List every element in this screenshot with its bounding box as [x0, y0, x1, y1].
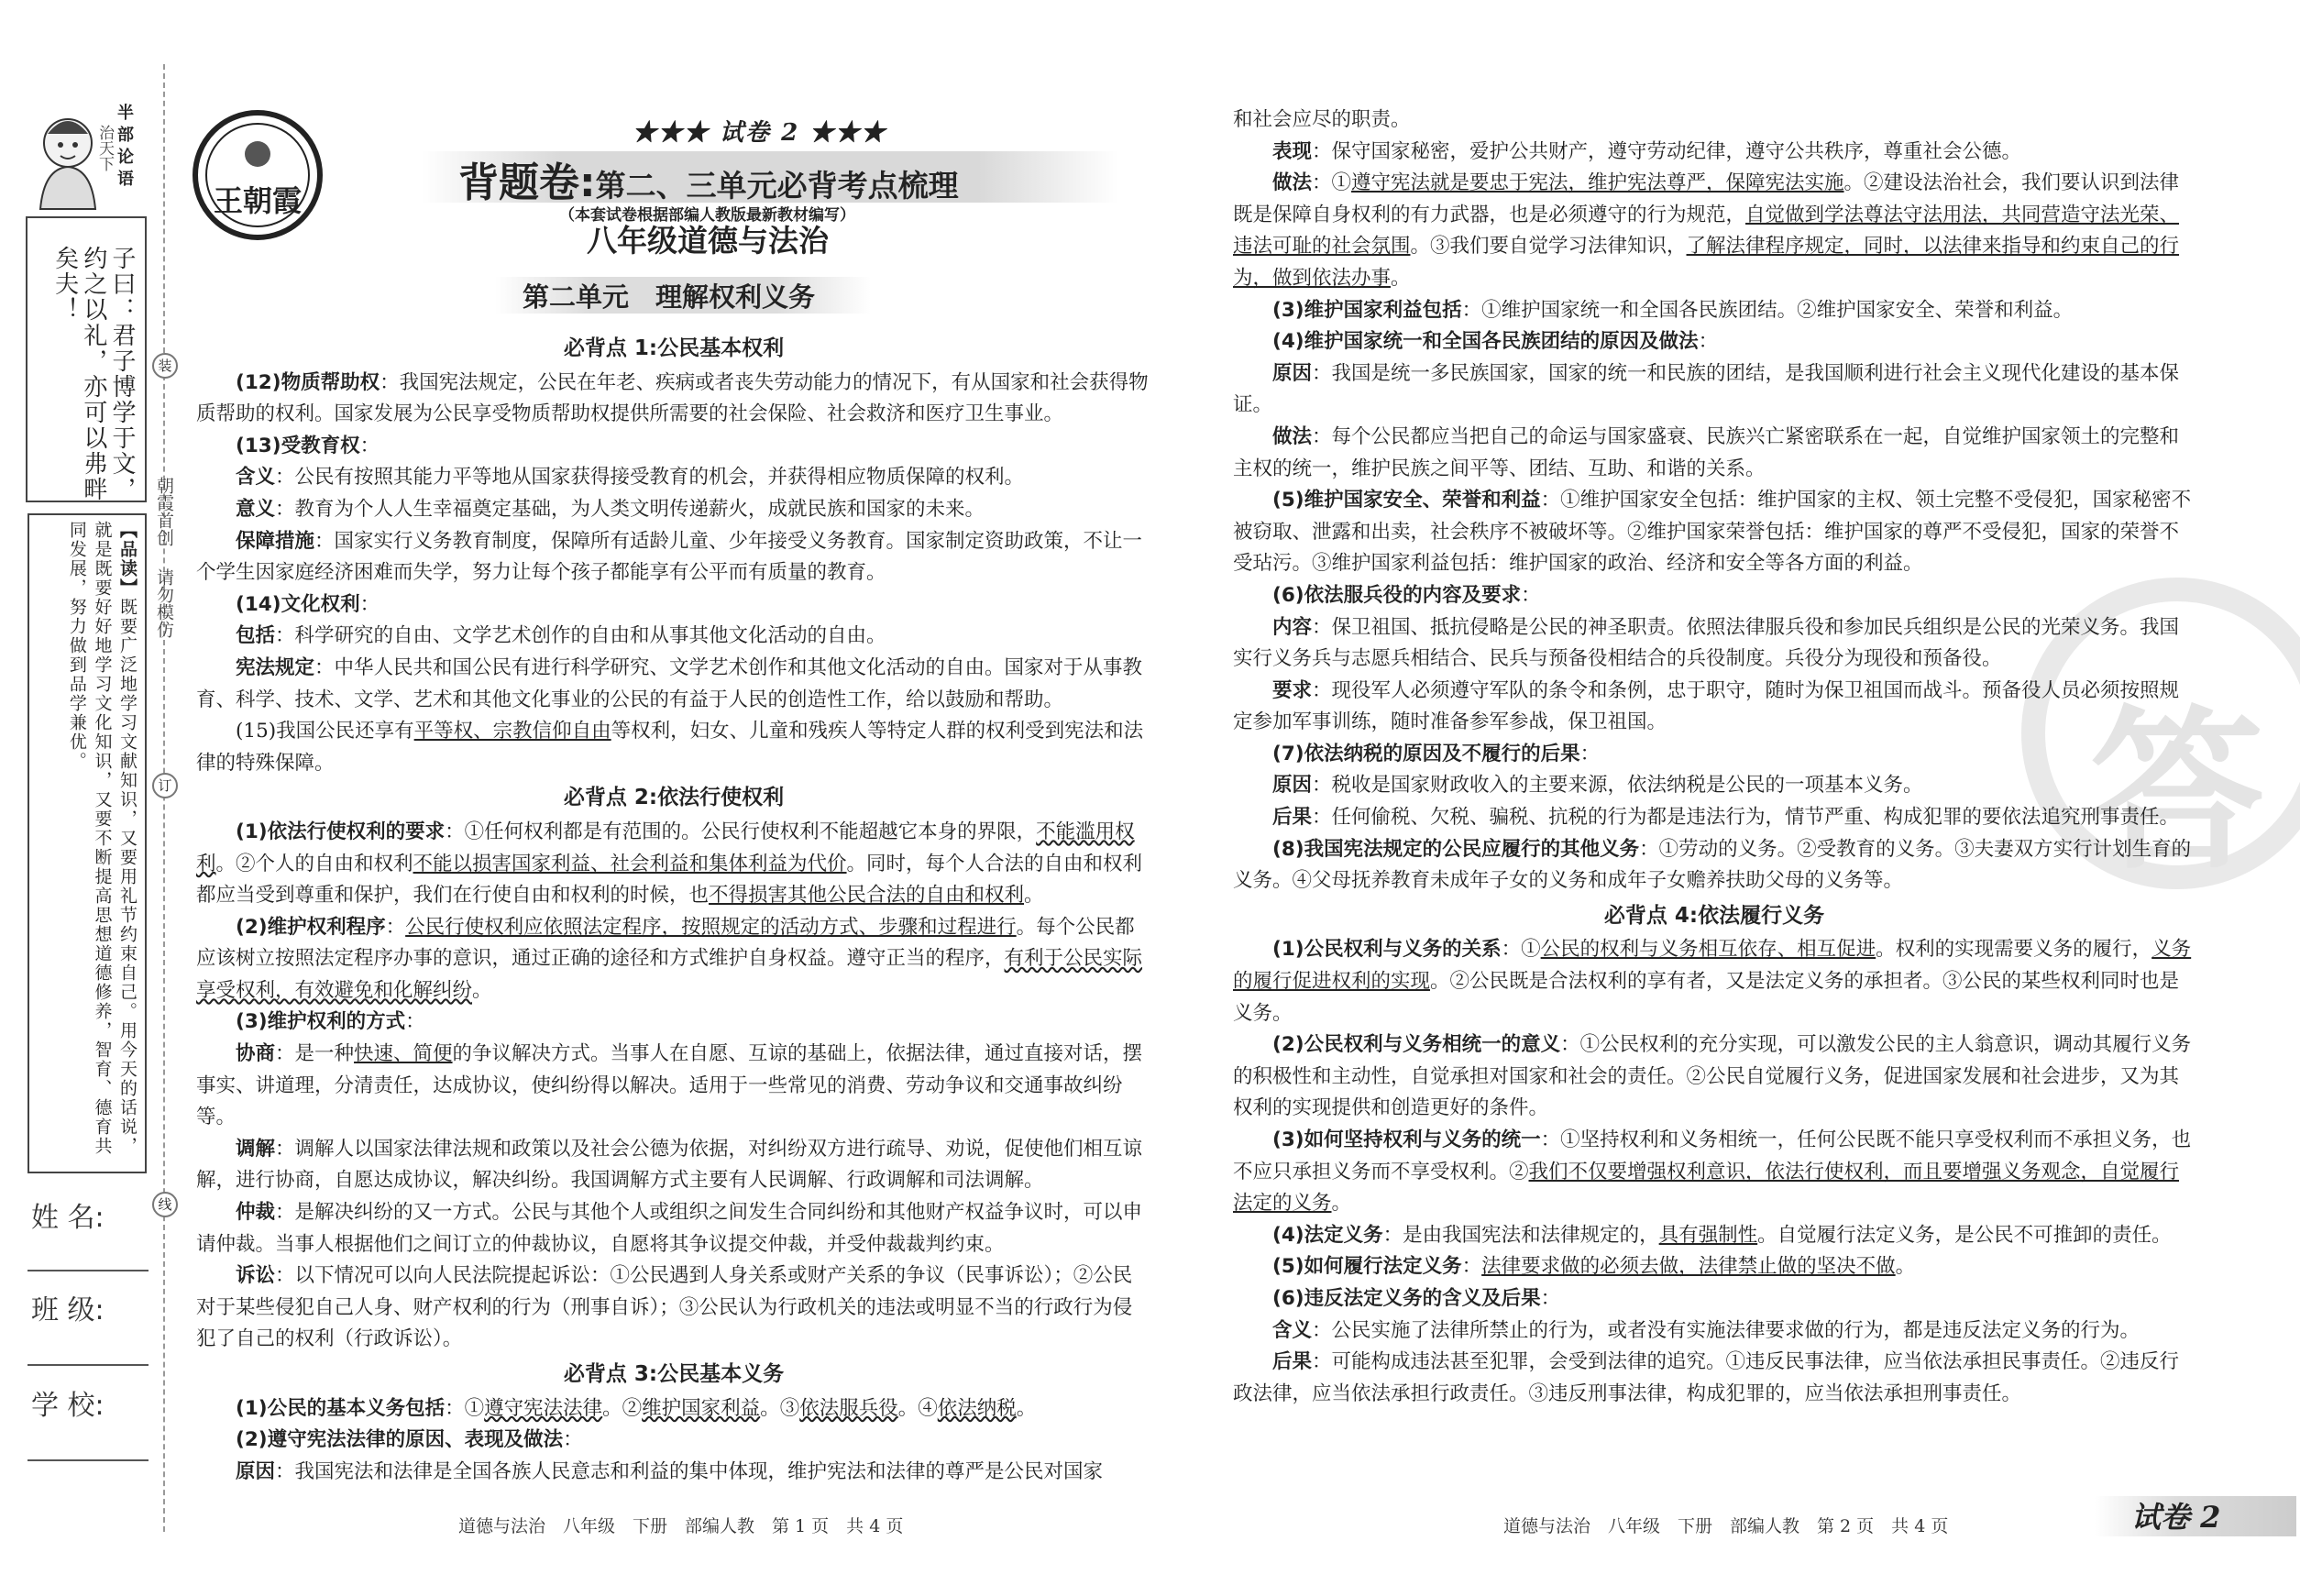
footer-page-1: 道德与法治 八年级 下册 部编人教 第 1 页 共 4 页 — [458, 1516, 904, 1536]
motto-sub: 治天下 — [95, 125, 114, 171]
p13a: 含义：公民有按照其能力平等地从国家获得接受教育的机会，并获得相应物质保障的权利。 — [236, 466, 1025, 490]
seal-char-2: 订 — [152, 773, 178, 798]
school-field-label: 学 校: — [31, 1390, 105, 1422]
pindu-text: 【品读】既要广泛地学习文献知识，又要用礼节约束自己。用今天的话说，就是既要好好地学习文化知识，又要不断提高思想道德修养，智育、德育共同发展，努力做到品学兼优。 — [66, 521, 138, 1156]
d4: (4)法定义务：是由我国宪法和法律规定的，具有强制性。自觉履行法定义务，是公民不可推卸的责任。 — [1272, 1223, 2172, 1247]
note-original: 朝霞首创 — [154, 477, 174, 546]
p14a: 包括：科学研究的自由、文学艺术创作的自由和从事其他文化活动的自由。 — [236, 624, 886, 648]
title-sub: 第二、三单元必背考点梳理 — [595, 168, 959, 204]
class-field-label: 班 级: — [31, 1294, 105, 1326]
c6b: 要求：现役军人必须遵守军队的条令和条例，忠于职守，随时为保卫祖国而战斗。预备役人员必须按照规定参加军事训练，随时准备参军参战，保卫祖国。 — [1233, 678, 2180, 734]
r2a: 原因：我国宪法和法律是全国各族人民意志和利益的集中体现，维护宪法和法律的尊严是公民对国家 — [236, 1459, 1104, 1483]
p13: (13)受教育权： — [236, 434, 380, 457]
school-field-line[interactable] — [28, 1459, 149, 1461]
p13b: 意义：教育为个人人生幸福奠定基础，为人类文明传递薪火，成就民族和国家的未来。 — [236, 497, 985, 521]
d3: (3)如何坚持权利与义务的统一：①坚持权利和义务相统一，任何公民既不能只享受权利而不承担义务，也不应只承担义务而不享受权利。②我们不仅要增强权利意识，依法行使权利，而且要增强义务观念，自觉履行法定的义务。 — [1233, 1128, 2192, 1216]
point1-heading: 必背点 1:公民基本权利 — [563, 336, 785, 360]
p15: (15)我国公民还享有平等权、宗教信仰自由等权利，妇女、儿童和残疾人等特定人群的权利受到宪法和法律的特殊保障。 — [196, 720, 1144, 775]
x4: 诉讼：以下情况可以向人民法院提起诉讼：①公民遇到人身关系或财产关系的争议（民事诉讼）；②公民对于某些侵犯自己人身、财产权利的行为（刑事自诉）；③公民认为行政机关的违法或明显不当的行政行为侵犯了自己的权利（行政诉讼）。 — [196, 1264, 1133, 1351]
unit-title: 第二单元 理解权利义务 — [523, 281, 816, 313]
motto-small: 半 部 论 语 — [117, 104, 134, 189]
pindu-box — [28, 513, 147, 1173]
point4-heading: 必背点 4:依法履行义务 — [1603, 903, 1825, 928]
footer-page-2: 道德与法治 八年级 下册 部编人教 第 2 页 共 4 页 — [1503, 1516, 1949, 1536]
edition-note: （本套试卷根据部编人教版最新教材编写） — [559, 206, 855, 225]
d6a: 含义：公民实施了法律所禁止的行为，或者没有实施法律要求做的行为，都是违反法定义务的行为。 — [1272, 1318, 2140, 1342]
brand-name: 王朝霞 — [213, 184, 302, 217]
brand-logo — [189, 106, 326, 244]
title-main: 背题卷 — [458, 160, 579, 206]
left-column — [196, 330, 1151, 1488]
q1: (1)依法行使权利的要求：①任何权利都是有范围的。公民行使权利不能超越它本身的界限，不能滥用权利。②个人的自由和权利不能以损害国家利益、社会利益和集体利益为代价。同时，每个人合法的自由和权利都应当受到尊重和保护，我们在行使自由和权利的时候，也不得损害其他公民合法的自由和权利。 — [196, 820, 1143, 908]
p14: (14)文化权利： — [236, 592, 380, 616]
x1: 协商：是一种快速、简便的争议解决方式。当事人在自愿、互谅的基础上，依据法律，通过直接对话，摆事实、讲道理，分清责任，达成协议，使纠纷得以解决。适用于一些常见的消费、劳动争议和交通事故纠纷等。 — [196, 1042, 1143, 1129]
watermark-char: 答 — [2089, 688, 2264, 893]
d6b: 后果：可能构成违法甚至犯罪，会受到法律的追究。①违反民事法律，应当依法承担民事责任。②违反行政法律，应当依法承担行政责任。③违反刑事法律，构成犯罪的，应当依法承担刑事责任。 — [1233, 1350, 2180, 1405]
x3: 仲裁：是解决纠纷的又一方式。公民与其他个人或组织之间发生合同纠纷和其他财产权益争议时，可以申请仲裁。当事人根据他们之间订立的仲裁协议，自愿将其争议提交仲裁，并受仲裁裁判约束。 — [196, 1201, 1143, 1256]
c3: (3)维护国家利益包括：①维护国家统一和全国各民族团结。②维护国家安全、荣誉和利益。 — [1272, 298, 2074, 322]
c4a: 原因：我国是统一多民族国家，国家的统一和民族的团结，是我国顺利进行社会主义现代化建设的基本保证。 — [1233, 361, 2180, 417]
d2: (2)公民权利与义务相统一的意义：①公民权利的充分实现，可以激发公民的主人翁意识，调动其履行义务的积极性和主动性，自觉承担对国家和社会的责任。②公民自觉履行义务，促进国家发展和社会进步，又为其权利的实现提供和创造更好的条件。 — [1233, 1033, 2192, 1120]
paper-number: ★★★ 试卷 2 ★★★ — [633, 119, 887, 147]
c8: (8)我国宪法规定的公民应履行的其他义务：①劳动的义务。②受教育的义务。③夫妻双方实行计划生育的义务。④父母抚养教育未成年子女的义务和成年子女赡养扶助父母的义务等。 — [1233, 837, 2192, 893]
c6: (6)依法服兵役的内容及要求： — [1272, 583, 1541, 607]
r2: (2)遵守宪法法律的原因、表现及做法： — [236, 1428, 583, 1452]
name-field-line[interactable] — [28, 1270, 149, 1271]
d6: (6)违反法定义务的含义及后果： — [1272, 1286, 1561, 1310]
r1: (1)公民的基本义务包括：①遵守宪法法律。②维护国家利益。③依法服兵役。④依法纳税。 — [236, 1396, 1037, 1420]
point3-heading: 必背点 3:公民基本义务 — [563, 1362, 785, 1386]
name-field-label: 姓 名: — [31, 1202, 105, 1234]
quote-box — [26, 216, 147, 502]
confucius-quote: 子曰：君子博学于文，约之以礼，亦可以弗畔矣夫！ — [50, 246, 136, 502]
binding-margin — [0, 0, 174, 1596]
c6a: 内容：保卫祖国、抵抗侵略是公民的神圣职责。依照法律服兵役和参加民兵组织是公民的光荣义务。我国实行义务兵与志愿兵相结合、民兵与预备役相结合的兵役制度。兵役分为现役和预备役。 — [1233, 615, 2180, 671]
note-no-copy: 请勿模仿 — [154, 568, 174, 638]
c4: (4)维护国家统一和全国各民族团结的原因及做法： — [1272, 330, 1719, 354]
footer-badge: 试卷 2 — [2131, 1500, 2221, 1535]
c0: 和社会应尽的职责。 — [1233, 108, 1411, 131]
c4b: 做法：每个公民都应当把自己的命运与国家盛衰、民族兴亡紧密联系在一起，自觉维护国家领土的完整和主权的统一，维护民族之间平等、团结、互助、和谐的关系。 — [1233, 424, 2180, 480]
d5: (5)如何履行法定义务：法律要求做的必须去做，法律禁止做的坚决不做。 — [1272, 1255, 1916, 1279]
p12: (12)物质帮助权：我国宪法规定，公民在年老、疾病或者丧失劳动能力的情况下，有从国家和社会获得物质帮助的权利。国家发展为公民享受物质帮助权提供所需要的社会保险、社会救济和医疗卫生事业。 — [196, 370, 1149, 426]
q3: (3)维护权利的方式： — [236, 1010, 425, 1034]
right-column — [1233, 105, 2195, 1410]
point2-heading: 必背点 2:依法行使权利 — [563, 786, 785, 810]
c5: (5)维护国家安全、荣誉和利益：①维护国家安全包括：维护国家的主权、领土完整不受侵犯，国家秘密不被窃取、泄露和出卖，社会秩序不被破坏等。②维护国家荣誉包括：维护国家的尊严不受侵犯，国家的荣誉不受玷污。③维护国家利益包括：维护国家的政治、经济和安全等各方面的利益。 — [1233, 489, 2192, 576]
c7: (7)依法纳税的原因及不履行的后果： — [1272, 742, 1601, 765]
title: 背题卷:第二、三单元必背考点梳理 — [458, 160, 959, 206]
seal-char-1: 装 — [152, 353, 178, 379]
seal-char-3: 线 — [152, 1192, 178, 1217]
subject-title: 八年级道德与法治 — [587, 223, 829, 259]
brand-seal-icon — [189, 106, 326, 244]
c1: 表现：保守国家秘密，爱护公共财产，遵守劳动纪律，遵守公共秩序，尊重社会公德。 — [1272, 139, 2022, 163]
d1: (1)公民权利与义务的关系：①公民的权利与义务相互依存、相互促进。权利的实现需要义务的履行，义务的履行促进权利的实现。②公民既是合法权利的享有者，又是法定义务的承担者。③公民的某些权利同时也是义务。 — [1233, 938, 2192, 1025]
p14b: 宪法规定：中华人民共和国公民有进行科学研究、文学艺术创作和其他文化活动的自由。国家对于从事教育、科学、技术、文学、艺术和其他文化事业的公民的有益于人民的创造性工作，给以鼓励和帮助。 — [196, 655, 1143, 711]
p13c: 保障措施：国家实行义务教育制度，保障所有适龄儿童、少年接受义务教育。国家制定资助政策，不让一个学生因家庭经济困难而失学，努力让每个孩子都能享有公平而有质量的教育。 — [196, 529, 1143, 585]
c7a: 原因：税收是国家财政收入的主要来源，依法纳税是公民的一项基本义务。 — [1272, 774, 1923, 798]
c7b: 后果：任何偷税、欠税、骗税、抗税的行为都是违法行为，情节严重、构成犯罪的要依法追究刑事责任。 — [1272, 806, 2180, 830]
x2: 调解：调解人以国家法律法规和政策以及社会公德为依据，对纠纷双方进行疏导、劝说，促使他们相互谅解，进行协商，自愿达成协议，解决纠纷。我国调解方式主要有人民调解、行政调解和司法调解。 — [196, 1137, 1143, 1193]
class-field-line[interactable] — [28, 1364, 149, 1366]
c2: 做法：①遵守宪法就是要忠于宪法，维护宪法尊严，保障宪法实施。②建设法治社会，我们要认识到法律既是保障自身权利的有力武器，也是必须遵守的行为规范，自觉做到学法尊法守法用法，共同营造守法光荣、违法可耻的社会氛围。③我们要自觉学习法律知识，了解法律程序规定，同时，以法律来指导和约束自己的行为，做到依法办事。 — [1233, 171, 2180, 290]
q2: (2)维护权利程序：公民行使权利应依照法定程序，按照规定的活动方式、步骤和过程进行。每个公民都应该树立按照法定程序办事的意识，通过正确的途径和方式维护自身权益。遵守正当的程序，有利于公民实际享受权利，有效避免和化解纠纷。 — [196, 915, 1143, 1002]
